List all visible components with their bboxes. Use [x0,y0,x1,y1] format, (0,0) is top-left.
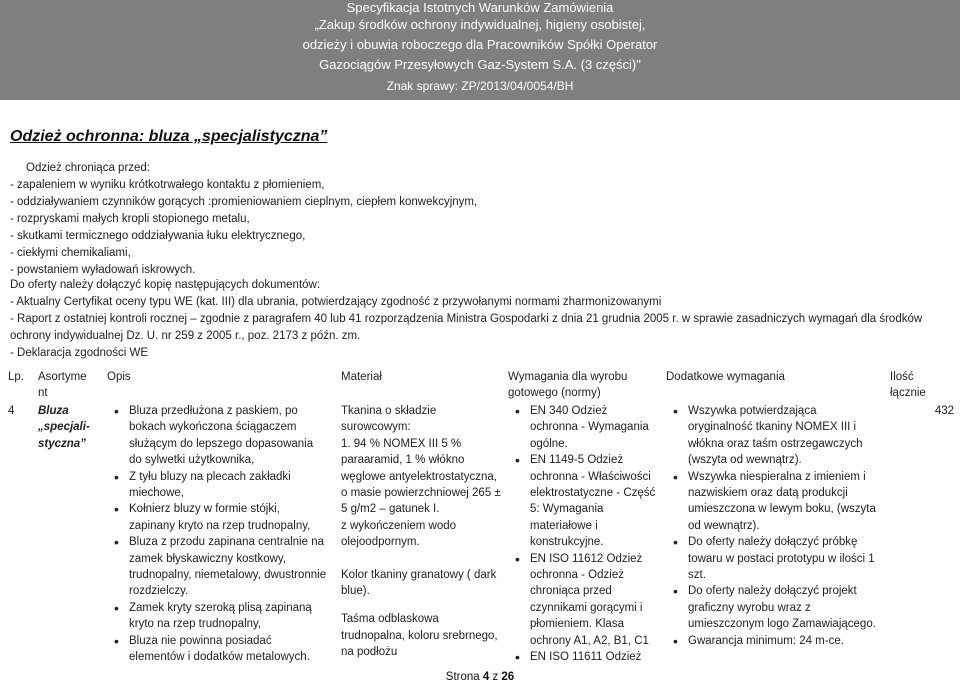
material-line: 1. 94 % NOMEX III 5 % paraaramid, 1 % włókno węglowe antyelektrostatyczna, o masie powierzchniowej 265 ± 5 g/m2 – gatunek I. [341,437,501,516]
cell-opis [107,403,327,666]
header-case-number: Znak sprawy: ZP/2013/04/0054/BH [386,79,574,93]
header-lp: Lp. [8,371,24,383]
header-subject-line: „Zakup środków ochrony indywidualnej, higieny osobistej, [314,17,646,32]
protection-item: - rozpryskami małych kropli stopionego metalu, [10,213,250,225]
page-total: 26 [501,671,515,683]
section-title: Odzież ochronna: bluza „specjalistyczna” [10,128,328,145]
material-line: Kolor tkaniny granatowy ( dark blue). [341,568,497,598]
opis-bullet: • Bluza nie powinna posiadać elementów i dodatków metalowych. [129,633,327,666]
required-documents [10,277,955,362]
document-item: - Aktualny Certyfikat oceny typu WE (kat. III) dla ubrania, potwierdzający zgodność z przywołanymi normami zharmonizowanymi [10,296,662,308]
protection-item: - oddziaływaniem czynników gorących :promieniowaniem cieplnym, ciepłem konwekcyjnym, [10,196,478,208]
norm-bullet: • EN ISO 11612 Odzież ochronna - Odzież chroniąca przed czynnikami gorącymi i płomieniem. Klasa ochrony A1, A2, B1, C1 [530,551,658,649]
header-ilosc: Ilość łącznie [890,371,926,400]
page-footer [0,671,960,683]
norm-bullet: • EN 340 Odzież ochronna - Wymagania ogólne. [530,403,658,452]
opis-bullet: • Z tyłu bluzy na plecach zakładki miechowe, [129,469,327,502]
header-title-line: Specyfikacja Istotnych Warunków Zamówienia [346,0,614,15]
protection-item: - zapaleniem w wyniku krótkotrwałego kontaktu z płomieniem, [10,179,325,191]
table-row [8,403,956,664]
document-header [0,0,960,100]
material-line: Taśma odblaskowa trudnopalna, koloru srebrnego, na podłożu [341,613,498,659]
table-header-row [8,369,956,403]
opis-bullet: • Bluza przedłużona z paskiem, po bokach wykończona ściągaczem służącym do lepszego dopasowania do sylwetki użytkownika, [129,403,327,469]
norm-bullet: • EN 1149-5 Odzież ochronna - Właściwości elektrostatyczne - Część 5: Wymagania materiałowe i konstrukcyjne. [530,452,658,550]
cell-ilosc: 432 [934,405,954,417]
header-subject-line: odzieży i obuwia roboczego dla Pracowników Spółki Operator [302,37,658,52]
protection-item: - skutkami termicznego oddziaływania łuku elektrycznego, [10,230,306,242]
cell-dodatkowe [666,403,878,649]
protection-heading: Odzież chroniąca przed: [26,162,151,174]
extra-bullet: • Do oferty należy dołączyć próbkę towaru w postaci prototypu w ilości 1 szt. [688,534,878,583]
header-subject-line: Gazociągów Przesyłowych Gaz-System S.A. (3 części)" [319,57,641,72]
document-item: - Raport z ostatniej kontroli rocznej – zgodnie z paragrafem 40 lub 41 rozporządzenia Ministra Gospodarki z dnia 21 grudnia 2005 r. w sprawie zasadniczych wymagań dla środków ochrony indywidualnej Dz. U. nr 259 z 2005 r., poz. 2173 z późn. zm. [10,313,923,342]
header-material: Materiał [341,371,382,383]
extra-bullet: • Do oferty należy dołączyć projekt graficzny wyrobu wraz z umieszczonym logo Zamawiającego. [688,583,878,632]
extra-bullet: • Wszywka niespieralna z imieniem i nazwiskiem oraz datą produkcji umieszczona w lewym boku, (wszyta od wewnątrz). [688,469,878,535]
cell-material [341,403,501,661]
opis-bullet: • Kołnierz bluzy w formie stójki, zapinany kryto na rzep trudnopalny, [129,501,327,534]
material-line: z wykończeniem wodo olejoodpornym. [341,519,457,549]
header-wymagania: Wymagania dla wyrobu gotowego (normy) [508,371,628,400]
document-item: - Deklaracja zgodności WE [10,347,149,359]
page-current: 4 [482,671,490,683]
opis-bullet: • Zamek kryty szeroką plisą zapinaną kryto na rzep trudnopalny, [129,600,327,633]
page-separator: z [489,671,502,683]
page-label: Strona [445,671,483,683]
documents-heading: Do oferty należy dołączyć kopię następujących dokumentów: [10,279,321,291]
cell-wymagania [508,403,658,666]
cell-asortyment: Bluza „specjali-styczna” [38,405,90,450]
cell-lp: 4 [8,405,15,417]
extra-bullet: • Gwarancja minimum: 24 m-ce. [688,633,878,649]
norm-bullet: • EN ISO 11611 Odzież [530,649,658,665]
header-opis: Opis [107,371,131,383]
protection-item: - ciekłymi chemikaliami, [10,247,131,259]
opis-bullet: • Bluza z przodu zapinana centralnie na zamek błyskawiczny kostkowy, trudnopalny, niemetalowy, dwustronnie rozdzielczy. [129,534,327,600]
header-dodatkowe: Dodatkowe wymagania [666,371,785,383]
protection-item: - powstaniem wyładowań iskrowych. [10,264,196,276]
material-line: Tkanina o składzie surowcowym: [341,405,437,434]
protection-list [10,160,955,279]
header-asortyment: Asortyme nt [38,371,87,400]
extra-bullet: • Wszywka potwierdzająca oryginalność tkaniny NOMEX III i włókna oraz taśm ostrzegawczych (wszyta od wewnątrz). [688,403,878,469]
